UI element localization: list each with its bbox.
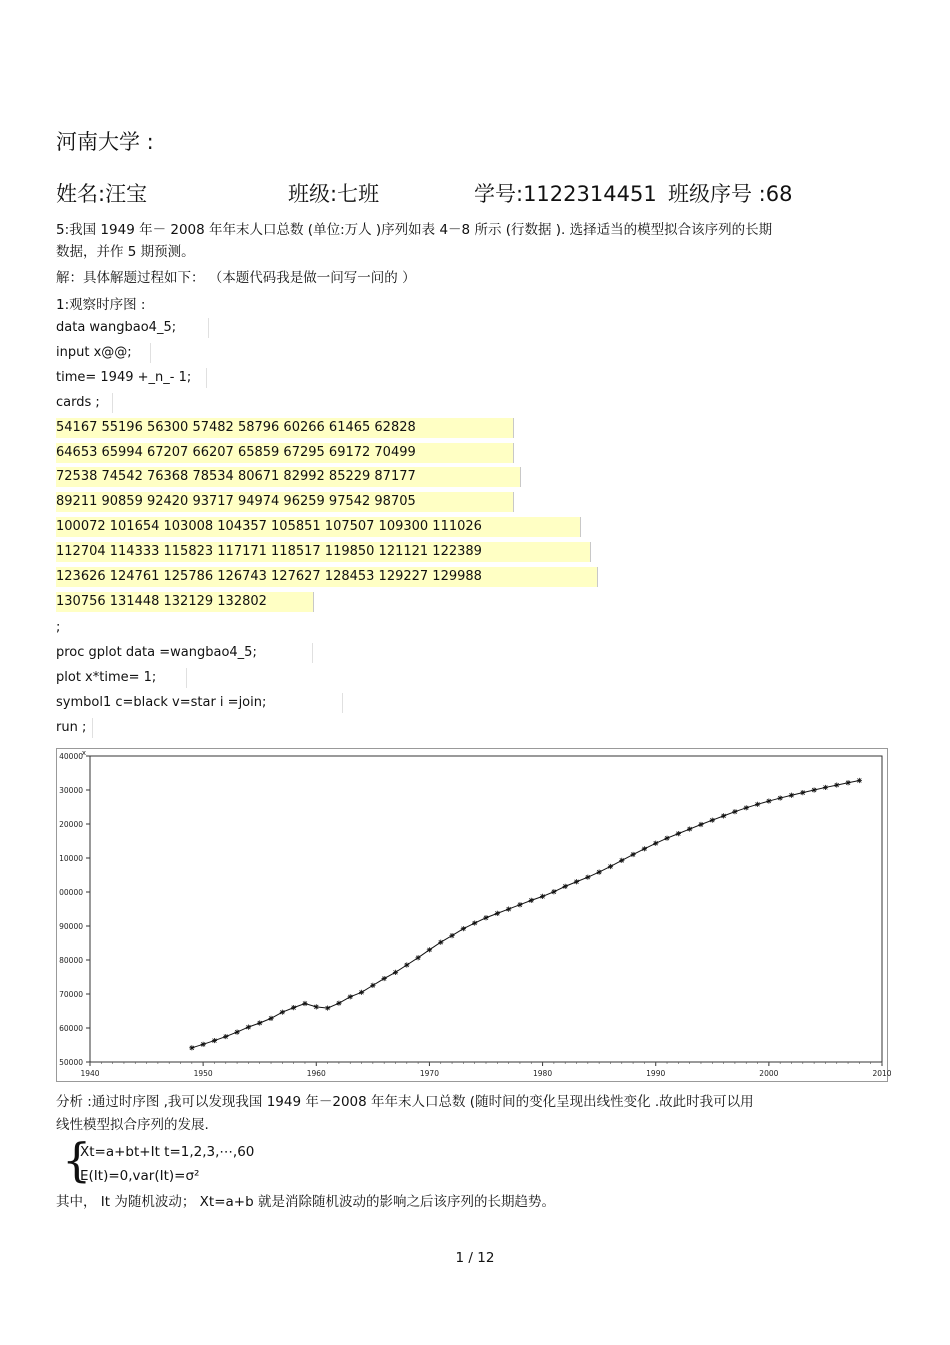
- formula-equation-1: Xt=a+bt+It t=1,2,3,⋯,60: [80, 1144, 255, 1160]
- code-semicolon: ;: [56, 620, 61, 635]
- code-data-row: 72538 74542 76368 78534 80671 82992 85229 87177: [56, 467, 521, 487]
- data-point-star: [710, 818, 715, 823]
- data-point-star: [438, 940, 443, 945]
- solution-intro: 解：具体解题过程如下： （本题代码我是做一问写一问的 ）: [56, 270, 416, 286]
- y-tick-label: 20000: [59, 820, 83, 829]
- data-point-star: [619, 858, 624, 863]
- code-proc-line: proc gplot data =wangbao4_5;: [56, 643, 313, 663]
- y-tick-label: 50000: [59, 1058, 83, 1067]
- code-plot-line: plot x*time= 1;: [56, 668, 187, 688]
- data-point-star: [676, 831, 681, 836]
- data-point-star: [302, 1001, 307, 1006]
- data-point-star: [732, 809, 737, 814]
- y-tick-label: 60000: [59, 1024, 83, 1033]
- code-input-line: input x@@;: [56, 343, 151, 363]
- code-data-line: data wangbao4_5;: [56, 318, 209, 338]
- x-tick-label: 1960: [306, 1069, 326, 1078]
- code-data-row: 123626 124761 125786 126743 127627 128453 129227 129988: [56, 567, 598, 587]
- data-point-star: [687, 826, 692, 831]
- data-point-star: [540, 894, 545, 899]
- data-point-star: [551, 889, 556, 894]
- x-tick-label: 1990: [646, 1069, 666, 1078]
- data-point-star: [257, 1020, 262, 1025]
- data-point-star: [585, 875, 590, 880]
- x-tick-label: 1970: [419, 1069, 439, 1078]
- data-point-star: [189, 1045, 194, 1050]
- y-tick-label: 70000: [59, 990, 83, 999]
- code-data-row: 112704 114333 115823 117171 118517 119850 121121 122389: [56, 542, 591, 562]
- data-point-star: [698, 822, 703, 827]
- class-number: 班级序号 :68: [668, 182, 793, 206]
- data-point-star: [234, 1029, 239, 1034]
- student-name: 姓名:汪宝: [56, 182, 148, 206]
- data-point-star: [597, 870, 602, 875]
- student-id: 学号:1122314451: [474, 182, 657, 206]
- y-tick-label: 30000: [59, 786, 83, 795]
- code-run-line: run ;: [56, 718, 93, 738]
- code-data-row: 89211 90859 92420 93717 94974 96259 97542 98705: [56, 492, 514, 512]
- y-axis-label: x: [81, 749, 87, 757]
- y-tick-label: 80000: [59, 956, 83, 965]
- data-point-star: [529, 898, 534, 903]
- data-point-star: [201, 1042, 206, 1047]
- model-formula: [62, 1133, 322, 1190]
- data-point-star: [574, 879, 579, 884]
- data-point-star: [653, 841, 658, 846]
- data-point-star: [348, 994, 353, 999]
- chart-svg: [56, 748, 892, 1082]
- data-point-star: [800, 790, 805, 795]
- time-series-chart: [56, 748, 892, 1082]
- analysis-line-1: 分析 :通过时序图 ,我可以发现我国 1949 年－2008 年年末人口总数 (随时间的变化呈现出线性变化 .故此时我可以用: [56, 1094, 754, 1110]
- data-point-star: [721, 813, 726, 818]
- code-data-row: 130756 131448 132129 132802: [56, 592, 314, 612]
- data-point-star: [461, 926, 466, 931]
- data-point-star: [834, 782, 839, 787]
- problem-line-1: 5:我国 1949 年－ 2008 年年末人口总数 (单位:万人 )序列如表 4－8 所示 (行数据 ). 选择适当的模型拟合该序列的长期: [56, 222, 773, 238]
- data-point-star: [370, 983, 375, 988]
- data-point-star: [291, 1005, 296, 1010]
- data-point-star: [280, 1010, 285, 1015]
- formula-equation-2: E(It)=0,var(It)=σ²: [80, 1168, 200, 1184]
- code-symbol-line: symbol1 c=black v=star i =join;: [56, 693, 343, 713]
- data-point-star: [268, 1016, 273, 1021]
- y-tick-label: 40000: [59, 752, 83, 761]
- data-point-star: [630, 852, 635, 857]
- data-point-star: [449, 933, 454, 938]
- x-tick-label: 1950: [193, 1069, 213, 1078]
- x-tick-label: 2000: [759, 1069, 779, 1078]
- data-point-star: [246, 1024, 251, 1029]
- data-point-star: [857, 778, 862, 783]
- left-brace-icon: {: [62, 1133, 92, 1187]
- y-tick-label: 10000: [59, 854, 83, 863]
- code-time-line: time= 1949 +_n_- 1;: [56, 368, 207, 388]
- data-point-star: [495, 911, 500, 916]
- code-data-row: 100072 101654 103008 104357 105851 107507 109300 111026: [56, 517, 581, 537]
- data-point-star: [506, 906, 511, 911]
- data-point-star: [823, 785, 828, 790]
- data-point-star: [212, 1038, 217, 1043]
- code-cards-line: cards ;: [56, 393, 113, 413]
- data-point-star: [789, 793, 794, 798]
- x-tick-label: 1940: [80, 1069, 100, 1078]
- x-tick-label: 1980: [533, 1069, 553, 1078]
- data-point-star: [314, 1004, 319, 1009]
- data-point-star: [517, 902, 522, 907]
- x-tick-label: 2010: [872, 1069, 892, 1078]
- data-point-star: [404, 962, 409, 967]
- data-point-star: [744, 805, 749, 810]
- conclusion-text: 其中， It 为随机波动； Xt=a+b 就是消除随机波动的影响之后该序列的长期趋势。: [56, 1194, 555, 1210]
- class-name: 班级:七班: [288, 182, 380, 206]
- data-point-star: [608, 864, 613, 869]
- problem-line-2: 数据，并作 5 期预测。: [56, 244, 195, 260]
- data-point-star: [483, 915, 488, 920]
- code-data-row: 54167 55196 56300 57482 58796 60266 61465 62828: [56, 418, 514, 438]
- data-point-star: [393, 970, 398, 975]
- chart-outer-frame: [57, 749, 888, 1082]
- y-tick-label: 90000: [59, 922, 83, 931]
- data-point-star: [778, 795, 783, 800]
- data-point-star: [472, 920, 477, 925]
- data-point-star: [642, 846, 647, 851]
- data-point-star: [416, 955, 421, 960]
- university-title: 河南大学 :: [56, 130, 154, 154]
- data-point-star: [427, 947, 432, 952]
- data-point-star: [766, 798, 771, 803]
- data-point-star: [382, 976, 387, 981]
- data-point-star: [664, 836, 669, 841]
- step-1-heading: 1:观察时序图 :: [56, 297, 146, 313]
- data-point-star: [325, 1005, 330, 1010]
- data-point-star: [812, 787, 817, 792]
- page-number: 1 / 12: [455, 1250, 495, 1266]
- data-point-star: [563, 884, 568, 889]
- data-point-star: [336, 1001, 341, 1006]
- data-point-star: [359, 990, 364, 995]
- code-data-row: 64653 65994 67207 66207 65859 67295 69172 70499: [56, 443, 514, 463]
- y-tick-label: 00000: [59, 888, 83, 897]
- data-point-star: [845, 780, 850, 785]
- analysis-line-2: 线性模型拟合序列的发展.: [56, 1117, 209, 1133]
- data-point-star: [755, 802, 760, 807]
- data-point-star: [223, 1034, 228, 1039]
